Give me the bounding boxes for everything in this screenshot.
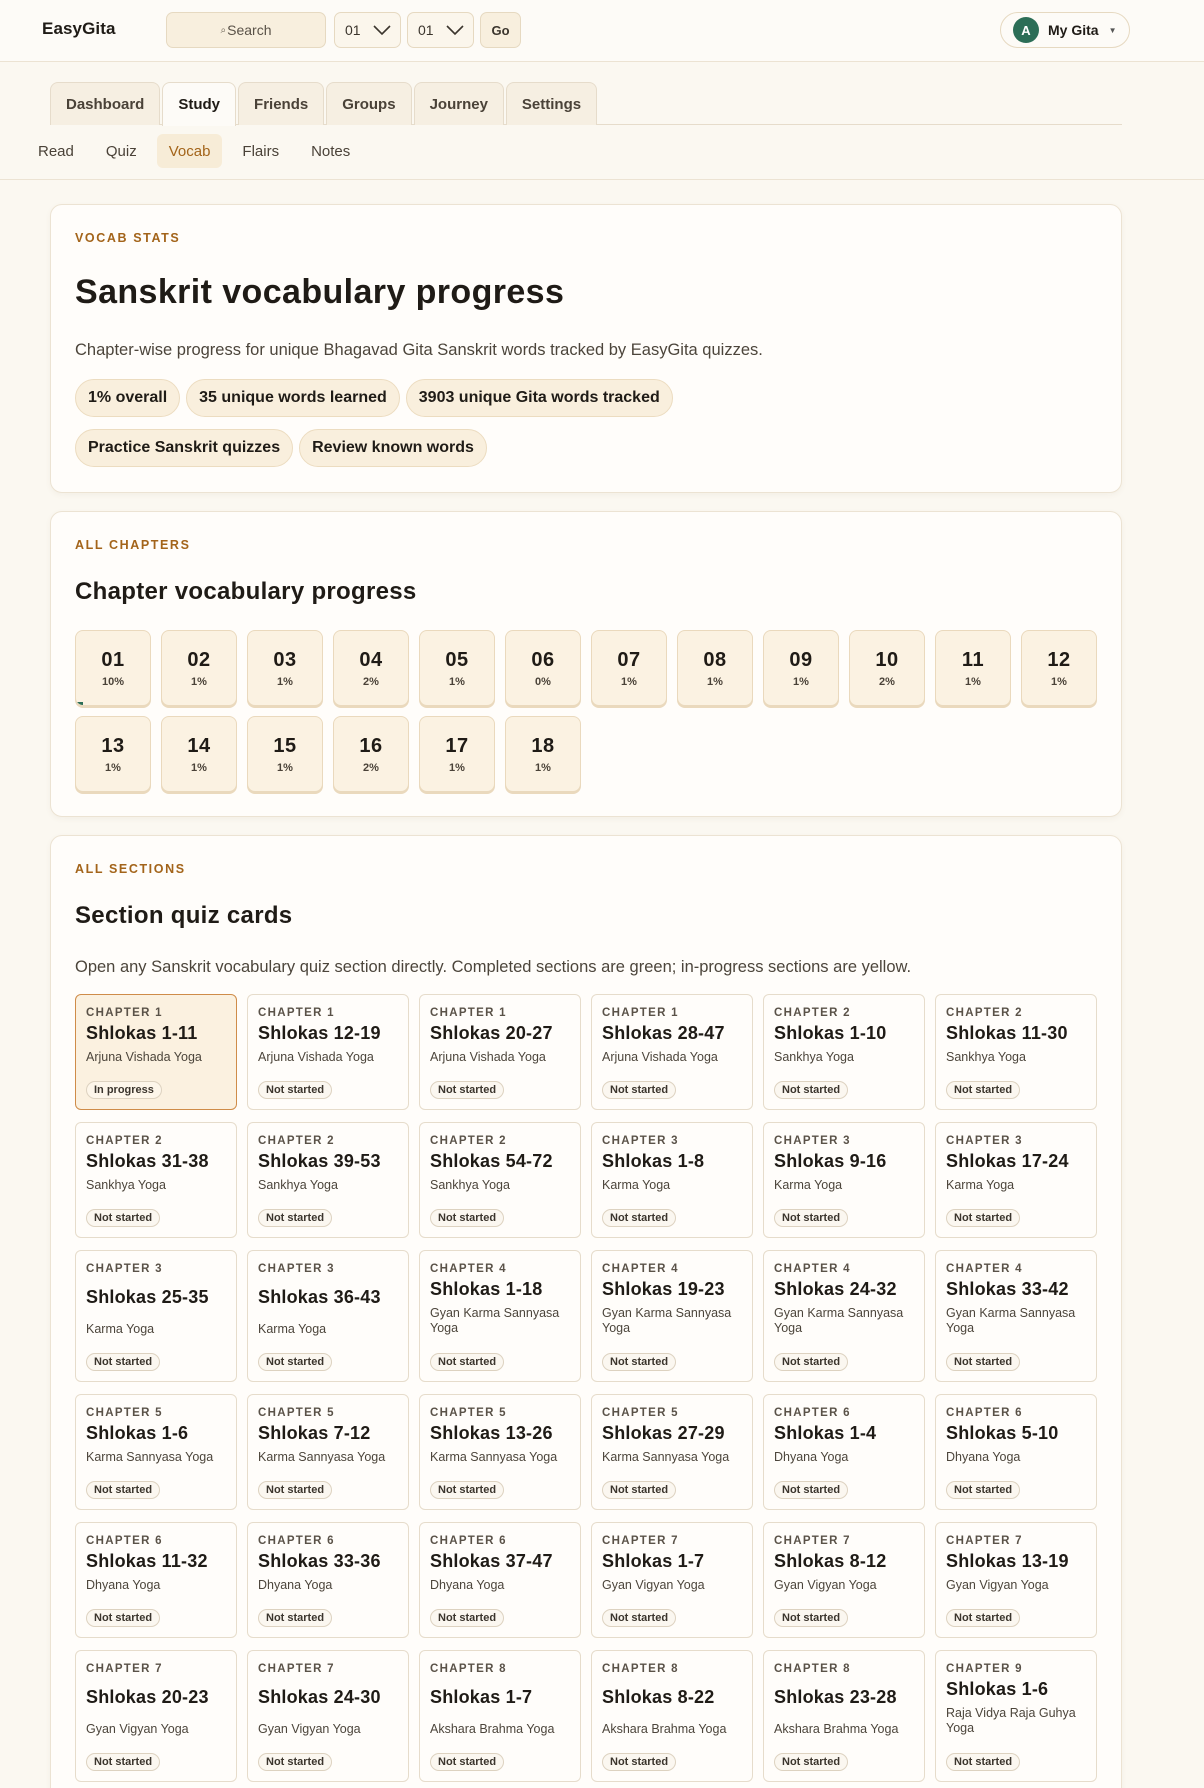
chapter-select-value: 01 bbox=[345, 22, 361, 38]
section-title: Shlokas 1-11 bbox=[86, 1023, 198, 1043]
section-title: Shlokas 8-22 bbox=[602, 1687, 715, 1707]
tab-journey[interactable]: Journey bbox=[414, 82, 504, 125]
status-badge: Not started bbox=[430, 1353, 504, 1371]
section-chapter-label: CHAPTER 1 bbox=[86, 1007, 163, 1019]
chapter-progress-bar bbox=[506, 788, 507, 791]
chapter-progress-bar bbox=[76, 788, 77, 791]
subnav-quiz[interactable]: Quiz bbox=[105, 142, 137, 160]
status-badge: Not started bbox=[946, 1209, 1020, 1227]
chapter-number: 08 bbox=[703, 649, 727, 671]
section-yoga-name: Gyan Karma Sannyasa Yoga bbox=[774, 1306, 904, 1335]
status-badge: Not started bbox=[774, 1353, 848, 1371]
section-card[interactable] bbox=[591, 1394, 753, 1510]
section-card[interactable] bbox=[591, 994, 753, 1110]
section-chapter-label: CHAPTER 4 bbox=[774, 1263, 851, 1275]
chapter-percent: 1% bbox=[535, 762, 551, 774]
section-chapter-label: CHAPTER 4 bbox=[602, 1263, 679, 1275]
stat-pills bbox=[75, 379, 679, 417]
chapter-percent: 10% bbox=[101, 676, 125, 688]
chapter-progress-bar bbox=[162, 788, 163, 791]
verse-select-value: 01 bbox=[418, 22, 434, 38]
avatar: A bbox=[1013, 17, 1039, 43]
section-yoga-name: Akshara Brahma Yoga bbox=[602, 1722, 727, 1736]
status-badge: Not started bbox=[430, 1081, 504, 1099]
section-chapter-label: CHAPTER 6 bbox=[774, 1407, 851, 1419]
section-title: Shlokas 31-38 bbox=[86, 1151, 209, 1171]
section-chapter-label: CHAPTER 2 bbox=[946, 1007, 1023, 1019]
action-pill-button[interactable]: Practice Sanskrit quizzes bbox=[75, 429, 293, 467]
status-badge: Not started bbox=[602, 1481, 676, 1499]
chapter-percent: 1% bbox=[191, 762, 207, 774]
section-title: Shlokas 7-12 bbox=[258, 1423, 371, 1443]
status-badge: Not started bbox=[774, 1609, 848, 1627]
chapter-tile-12[interactable] bbox=[1021, 630, 1097, 706]
chapter-percent: 1% bbox=[449, 762, 465, 774]
chapter-progress-bar bbox=[1022, 702, 1023, 705]
chapter-number: 18 bbox=[531, 735, 555, 757]
section-yoga-name: Dhyana Yoga bbox=[946, 1450, 1021, 1464]
section-chapter-label: CHAPTER 3 bbox=[774, 1135, 851, 1147]
main-tabs bbox=[50, 82, 1122, 125]
section-title: Shlokas 23-28 bbox=[774, 1687, 897, 1707]
chapter-tile-07[interactable] bbox=[591, 630, 667, 706]
section-yoga-name: Gyan Karma Sannyasa Yoga bbox=[602, 1306, 732, 1335]
search-input[interactable] bbox=[166, 12, 326, 48]
section-yoga-name: Dhyana Yoga bbox=[430, 1578, 505, 1592]
chapter-percent: 1% bbox=[449, 676, 465, 688]
chapter-progress-bar bbox=[936, 702, 937, 705]
brand-logo[interactable]: EasyGita bbox=[42, 19, 116, 38]
section-yoga-name: Sankhya Yoga bbox=[258, 1178, 338, 1192]
chapter-tile-11[interactable] bbox=[935, 630, 1011, 706]
tab-study[interactable]: Study bbox=[162, 82, 236, 126]
chapter-progress-bar bbox=[334, 702, 335, 705]
status-badge: Not started bbox=[774, 1081, 848, 1099]
section-card[interactable] bbox=[763, 1394, 925, 1510]
chapter-number: 01 bbox=[101, 649, 125, 671]
chapter-progress-bar bbox=[162, 702, 163, 705]
status-badge: Not started bbox=[946, 1753, 1020, 1771]
section-card[interactable] bbox=[247, 1122, 409, 1238]
section-card[interactable] bbox=[935, 1250, 1097, 1382]
status-badge: Not started bbox=[430, 1209, 504, 1227]
status-badge: Not started bbox=[946, 1353, 1020, 1371]
sections-eyebrow: ALL SECTIONS bbox=[75, 862, 186, 876]
chapter-number: 04 bbox=[359, 649, 383, 671]
status-badge: Not started bbox=[258, 1609, 332, 1627]
section-yoga-name: Karma Yoga bbox=[602, 1178, 671, 1192]
section-yoga-name: Dhyana Yoga bbox=[774, 1450, 849, 1464]
chapter-number: 11 bbox=[961, 649, 985, 671]
section-yoga-name: Sankhya Yoga bbox=[430, 1178, 510, 1192]
section-card[interactable] bbox=[419, 1250, 581, 1382]
chapter-number: 02 bbox=[187, 649, 211, 671]
status-badge: Not started bbox=[86, 1353, 160, 1371]
section-yoga-name: Karma Yoga bbox=[946, 1178, 1015, 1192]
chapter-tile-04[interactable] bbox=[333, 630, 409, 706]
chevron-down-icon bbox=[373, 23, 391, 37]
section-chapter-label: CHAPTER 8 bbox=[430, 1663, 507, 1675]
chevron-down-icon bbox=[446, 23, 464, 37]
chapter-percent: 1% bbox=[277, 762, 293, 774]
section-card[interactable] bbox=[763, 1122, 925, 1238]
tab-settings[interactable]: Settings bbox=[506, 82, 597, 125]
section-yoga-name: Karma Sannyasa Yoga bbox=[86, 1450, 214, 1464]
section-title: Shlokas 13-26 bbox=[430, 1423, 553, 1443]
section-chapter-label: CHAPTER 7 bbox=[946, 1535, 1023, 1547]
section-yoga-name: Gyan Karma Sannyasa Yoga bbox=[946, 1306, 1076, 1335]
chapter-progress-bar bbox=[248, 788, 249, 791]
chapter-percent: 1% bbox=[105, 762, 121, 774]
study-subnav bbox=[26, 134, 362, 168]
section-chapter-label: CHAPTER 8 bbox=[602, 1663, 679, 1675]
stat-pill: 35 unique words learned bbox=[186, 379, 400, 417]
chapter-progress-bar bbox=[334, 788, 335, 791]
section-card[interactable] bbox=[75, 1394, 237, 1510]
section-yoga-name: Sankhya Yoga bbox=[774, 1050, 854, 1064]
status-badge: Not started bbox=[86, 1609, 160, 1627]
section-title: Shlokas 1-7 bbox=[430, 1687, 533, 1707]
section-title: Shlokas 33-42 bbox=[946, 1279, 1069, 1299]
page-title: Sanskrit vocabulary progress bbox=[75, 273, 565, 311]
status-badge: In progress bbox=[86, 1081, 162, 1099]
chapter-tile-17[interactable] bbox=[419, 716, 495, 792]
chapter-progress-bar bbox=[764, 702, 765, 705]
chapter-percent: 2% bbox=[363, 676, 379, 688]
section-card[interactable] bbox=[763, 1250, 925, 1382]
search-icon: ⌕ bbox=[220, 24, 227, 36]
status-badge: Not started bbox=[602, 1753, 676, 1771]
section-title: Shlokas 5-10 bbox=[946, 1423, 1059, 1443]
section-title: Shlokas 11-30 bbox=[946, 1023, 1068, 1043]
section-chapter-label: CHAPTER 5 bbox=[258, 1407, 335, 1419]
section-yoga-name: Sankhya Yoga bbox=[86, 1178, 166, 1192]
chapter-number: 06 bbox=[531, 649, 555, 671]
chapter-progress-bar bbox=[420, 702, 421, 705]
section-title: Shlokas 17-24 bbox=[946, 1151, 1069, 1171]
section-card[interactable] bbox=[419, 1522, 581, 1638]
section-card[interactable] bbox=[591, 1650, 753, 1782]
section-card[interactable] bbox=[419, 1394, 581, 1510]
section-yoga-name: Gyan Karma Sannyasa Yoga bbox=[430, 1306, 560, 1335]
status-badge: Not started bbox=[86, 1209, 160, 1227]
status-badge: Not started bbox=[602, 1209, 676, 1227]
tab-dashboard[interactable]: Dashboard bbox=[50, 82, 160, 125]
chapter-tile-16[interactable] bbox=[333, 716, 409, 792]
status-badge: Not started bbox=[946, 1081, 1020, 1099]
section-yoga-name: Karma Sannyasa Yoga bbox=[258, 1450, 386, 1464]
status-badge: Not started bbox=[430, 1753, 504, 1771]
section-card[interactable] bbox=[591, 1522, 753, 1638]
profile-menu-button[interactable] bbox=[1000, 12, 1130, 48]
verse-select[interactable] bbox=[407, 12, 474, 48]
section-yoga-name: Gyan Vigyan Yoga bbox=[946, 1578, 1049, 1592]
section-card[interactable] bbox=[75, 1522, 237, 1638]
section-chapter-label: CHAPTER 7 bbox=[602, 1535, 679, 1547]
chapter-tile-15[interactable] bbox=[247, 716, 323, 792]
section-chapter-label: CHAPTER 2 bbox=[86, 1135, 163, 1147]
chapter-progress-card bbox=[50, 511, 1122, 817]
chapter-tile-10[interactable] bbox=[849, 630, 925, 706]
section-title: Shlokas 28-47 bbox=[602, 1023, 725, 1043]
status-badge: Not started bbox=[430, 1609, 504, 1627]
chapter-progress-bar bbox=[420, 788, 421, 791]
section-card[interactable] bbox=[75, 994, 237, 1110]
section-card[interactable] bbox=[419, 994, 581, 1110]
section-yoga-name: Arjuna Vishada Yoga bbox=[602, 1050, 718, 1064]
chapter-percent: 1% bbox=[277, 676, 293, 688]
section-chapter-label: CHAPTER 6 bbox=[430, 1535, 507, 1547]
section-yoga-name: Gyan Vigyan Yoga bbox=[774, 1578, 877, 1592]
section-title: Shlokas 37-47 bbox=[430, 1551, 553, 1571]
section-card[interactable] bbox=[247, 994, 409, 1110]
status-badge: Not started bbox=[946, 1609, 1020, 1627]
section-yoga-name: Dhyana Yoga bbox=[258, 1578, 333, 1592]
section-title: Shlokas 1-6 bbox=[946, 1679, 1049, 1699]
section-chapter-label: CHAPTER 7 bbox=[774, 1535, 851, 1547]
section-chapter-label: CHAPTER 6 bbox=[86, 1535, 163, 1547]
chapters-eyebrow: ALL CHAPTERS bbox=[75, 538, 191, 552]
section-card[interactable] bbox=[763, 1650, 925, 1782]
section-chapter-label: CHAPTER 3 bbox=[946, 1135, 1023, 1147]
subnav-flairs[interactable]: Flairs bbox=[242, 142, 280, 160]
section-yoga-name: Sankhya Yoga bbox=[946, 1050, 1026, 1064]
chapter-progress-bar bbox=[248, 702, 249, 705]
chapter-percent: 1% bbox=[621, 676, 637, 688]
section-card[interactable] bbox=[763, 1522, 925, 1638]
status-badge: Not started bbox=[774, 1753, 848, 1771]
profile-label: My Gita bbox=[1048, 22, 1099, 38]
section-chapter-label: CHAPTER 1 bbox=[258, 1007, 335, 1019]
section-card[interactable] bbox=[935, 1650, 1097, 1782]
section-title: Shlokas 36-43 bbox=[258, 1287, 381, 1307]
chapter-number: 15 bbox=[273, 735, 297, 757]
section-yoga-name: Raja Vidya Raja Guhya Yoga bbox=[946, 1706, 1076, 1735]
section-title: Shlokas 1-10 bbox=[774, 1023, 887, 1043]
go-button[interactable]: Go bbox=[480, 12, 521, 48]
section-chapter-label: CHAPTER 7 bbox=[258, 1663, 335, 1675]
section-card[interactable] bbox=[247, 1394, 409, 1510]
section-card[interactable] bbox=[935, 994, 1097, 1110]
section-title: Shlokas 33-36 bbox=[258, 1551, 381, 1571]
subnav-divider bbox=[0, 179, 1204, 180]
section-title: Shlokas 1-4 bbox=[774, 1423, 877, 1443]
section-yoga-name: Karma Yoga bbox=[86, 1322, 155, 1336]
sections-title: Section quiz cards bbox=[75, 902, 293, 929]
section-title: Shlokas 54-72 bbox=[430, 1151, 553, 1171]
chapter-progress-bar bbox=[678, 702, 679, 705]
subnav-read[interactable]: Read bbox=[38, 142, 74, 160]
section-title: Shlokas 27-29 bbox=[602, 1423, 725, 1443]
section-chapter-label: CHAPTER 7 bbox=[86, 1663, 163, 1675]
sections-description: Open any Sanskrit vocabulary quiz section directly. Completed sections are green; in-progress sections are yellow. bbox=[75, 958, 912, 976]
section-yoga-name: Dhyana Yoga bbox=[86, 1578, 161, 1592]
subnav-vocab[interactable]: Vocab bbox=[157, 134, 223, 168]
section-yoga-name: Karma Yoga bbox=[258, 1322, 327, 1336]
chapter-percent: 0% bbox=[535, 676, 551, 688]
chapter-number: 12 bbox=[1047, 649, 1071, 671]
section-yoga-name: Akshara Brahma Yoga bbox=[774, 1722, 899, 1736]
status-badge: Not started bbox=[258, 1753, 332, 1771]
chapter-tile-13[interactable] bbox=[75, 716, 151, 792]
section-chapter-label: CHAPTER 3 bbox=[602, 1135, 679, 1147]
section-yoga-name: Gyan Vigyan Yoga bbox=[86, 1722, 189, 1736]
section-card[interactable] bbox=[935, 1122, 1097, 1238]
action-pills bbox=[75, 429, 493, 467]
status-badge: Not started bbox=[86, 1753, 160, 1771]
chapter-tile-18[interactable] bbox=[505, 716, 581, 792]
caret-down-icon: ▼ bbox=[1108, 25, 1117, 35]
section-yoga-name: Arjuna Vishada Yoga bbox=[258, 1050, 374, 1064]
chapter-percent: 1% bbox=[965, 676, 981, 688]
search-placeholder: Search bbox=[227, 22, 272, 38]
section-yoga-name: Karma Sannyasa Yoga bbox=[430, 1450, 558, 1464]
section-chapter-label: CHAPTER 8 bbox=[774, 1663, 851, 1675]
chapter-percent: 1% bbox=[793, 676, 809, 688]
section-card[interactable] bbox=[247, 1522, 409, 1638]
chapter-number: 07 bbox=[617, 649, 641, 671]
section-chapter-label: CHAPTER 1 bbox=[602, 1007, 679, 1019]
section-yoga-name: Karma Yoga bbox=[774, 1178, 843, 1192]
section-yoga-name: Arjuna Vishada Yoga bbox=[86, 1050, 202, 1064]
vocab-stats-eyebrow: VOCAB STATS bbox=[75, 231, 181, 245]
section-chapter-label: CHAPTER 6 bbox=[258, 1535, 335, 1547]
action-pill-button[interactable]: Review known words bbox=[299, 429, 487, 467]
section-chapter-label: CHAPTER 5 bbox=[86, 1407, 163, 1419]
section-chapter-label: CHAPTER 5 bbox=[430, 1407, 507, 1419]
vocab-stats-description: Chapter-wise progress for unique Bhagavad Gita Sanskrit words tracked by EasyGita quizzes. bbox=[75, 341, 763, 359]
chapter-tile-02[interactable] bbox=[161, 630, 237, 706]
chapter-number: 17 bbox=[445, 735, 469, 757]
chapter-percent: 2% bbox=[879, 676, 895, 688]
section-yoga-name: Karma Sannyasa Yoga bbox=[602, 1450, 730, 1464]
section-card[interactable] bbox=[75, 1122, 237, 1238]
chapters-title: Chapter vocabulary progress bbox=[75, 578, 417, 605]
status-badge: Not started bbox=[258, 1481, 332, 1499]
section-chapter-label: CHAPTER 2 bbox=[774, 1007, 851, 1019]
section-title: Shlokas 25-35 bbox=[86, 1287, 209, 1307]
section-title: Shlokas 20-27 bbox=[430, 1023, 553, 1043]
section-chapter-label: CHAPTER 1 bbox=[430, 1007, 507, 1019]
chapter-number: 03 bbox=[273, 649, 297, 671]
section-card[interactable] bbox=[591, 1122, 753, 1238]
chapter-percent: 2% bbox=[363, 762, 379, 774]
chapter-number: 13 bbox=[101, 735, 125, 757]
tab-groups[interactable]: Groups bbox=[326, 82, 411, 125]
section-title: Shlokas 1-8 bbox=[602, 1151, 705, 1171]
chapter-tile-08[interactable] bbox=[677, 630, 753, 706]
section-yoga-name: Gyan Vigyan Yoga bbox=[258, 1722, 361, 1736]
chapter-number: 14 bbox=[187, 735, 211, 757]
subnav-notes[interactable]: Notes bbox=[311, 142, 351, 160]
chapter-percent: 1% bbox=[1051, 676, 1067, 688]
chapter-number: 05 bbox=[445, 649, 469, 671]
stat-pill: 1% overall bbox=[75, 379, 180, 417]
section-yoga-name: Gyan Vigyan Yoga bbox=[602, 1578, 705, 1592]
chapter-tile-05[interactable] bbox=[419, 630, 495, 706]
status-badge: Not started bbox=[258, 1209, 332, 1227]
chapter-percent: 1% bbox=[707, 676, 723, 688]
section-title: Shlokas 8-12 bbox=[774, 1551, 887, 1571]
chapter-number: 16 bbox=[359, 735, 383, 757]
section-title: Shlokas 9-16 bbox=[774, 1151, 887, 1171]
chapter-tile-06[interactable] bbox=[505, 630, 581, 706]
section-chapter-label: CHAPTER 3 bbox=[258, 1263, 335, 1275]
status-badge: Not started bbox=[774, 1209, 848, 1227]
section-card[interactable] bbox=[763, 994, 925, 1110]
section-title: Shlokas 1-7 bbox=[602, 1551, 705, 1571]
section-title: Shlokas 24-30 bbox=[258, 1687, 381, 1707]
section-chapter-label: CHAPTER 9 bbox=[946, 1663, 1023, 1675]
section-card[interactable] bbox=[419, 1122, 581, 1238]
section-card[interactable] bbox=[591, 1250, 753, 1382]
status-badge: Not started bbox=[602, 1353, 676, 1371]
top-bar bbox=[0, 0, 1204, 62]
status-badge: Not started bbox=[602, 1609, 676, 1627]
section-card[interactable] bbox=[419, 1650, 581, 1782]
stat-pill: 3903 unique Gita words tracked bbox=[406, 379, 673, 417]
chapter-tile-03[interactable] bbox=[247, 630, 323, 706]
section-card[interactable] bbox=[247, 1650, 409, 1782]
chapter-progress-bar bbox=[592, 702, 593, 705]
section-card[interactable] bbox=[75, 1650, 237, 1782]
status-badge: Not started bbox=[430, 1481, 504, 1499]
status-badge: Not started bbox=[946, 1481, 1020, 1499]
section-chapter-label: CHAPTER 2 bbox=[258, 1135, 335, 1147]
section-yoga-name: Akshara Brahma Yoga bbox=[430, 1722, 555, 1736]
chapter-progress-bar bbox=[76, 702, 83, 705]
section-title: Shlokas 19-23 bbox=[602, 1279, 725, 1299]
section-chapter-label: CHAPTER 3 bbox=[86, 1263, 163, 1275]
chapter-tile-09[interactable] bbox=[763, 630, 839, 706]
section-chapter-label: CHAPTER 4 bbox=[430, 1263, 507, 1275]
section-chapter-label: CHAPTER 2 bbox=[430, 1135, 507, 1147]
section-card[interactable] bbox=[935, 1522, 1097, 1638]
section-title: Shlokas 1-18 bbox=[430, 1279, 543, 1299]
status-badge: Not started bbox=[258, 1353, 332, 1371]
status-badge: Not started bbox=[86, 1481, 160, 1499]
section-title: Shlokas 20-23 bbox=[86, 1687, 209, 1707]
chapter-select[interactable] bbox=[334, 12, 401, 48]
section-chapter-label: CHAPTER 6 bbox=[946, 1407, 1023, 1419]
chapter-percent: 1% bbox=[191, 676, 207, 688]
section-chapter-label: CHAPTER 5 bbox=[602, 1407, 679, 1419]
section-title: Shlokas 11-32 bbox=[86, 1551, 208, 1571]
chapter-progress-bar bbox=[850, 702, 851, 705]
section-title: Shlokas 24-32 bbox=[774, 1279, 897, 1299]
chapter-tile-14[interactable] bbox=[161, 716, 237, 792]
section-title: Shlokas 1-6 bbox=[86, 1423, 189, 1443]
section-title: Shlokas 12-19 bbox=[258, 1023, 381, 1043]
tab-friends[interactable]: Friends bbox=[238, 82, 324, 125]
vocab-stats-card bbox=[50, 204, 1122, 493]
status-badge: Not started bbox=[774, 1481, 848, 1499]
section-card[interactable] bbox=[935, 1394, 1097, 1510]
section-quiz-card bbox=[50, 835, 1122, 1788]
chapter-tile-01[interactable] bbox=[75, 630, 151, 706]
status-badge: Not started bbox=[602, 1081, 676, 1099]
section-yoga-name: Arjuna Vishada Yoga bbox=[430, 1050, 546, 1064]
section-chapter-label: CHAPTER 4 bbox=[946, 1263, 1023, 1275]
chapter-number: 09 bbox=[789, 649, 813, 671]
section-title: Shlokas 39-53 bbox=[258, 1151, 381, 1171]
section-card[interactable] bbox=[75, 1250, 237, 1382]
section-card[interactable] bbox=[247, 1250, 409, 1382]
chapter-number: 10 bbox=[875, 649, 899, 671]
status-badge: Not started bbox=[258, 1081, 332, 1099]
section-title: Shlokas 13-19 bbox=[946, 1551, 1069, 1571]
